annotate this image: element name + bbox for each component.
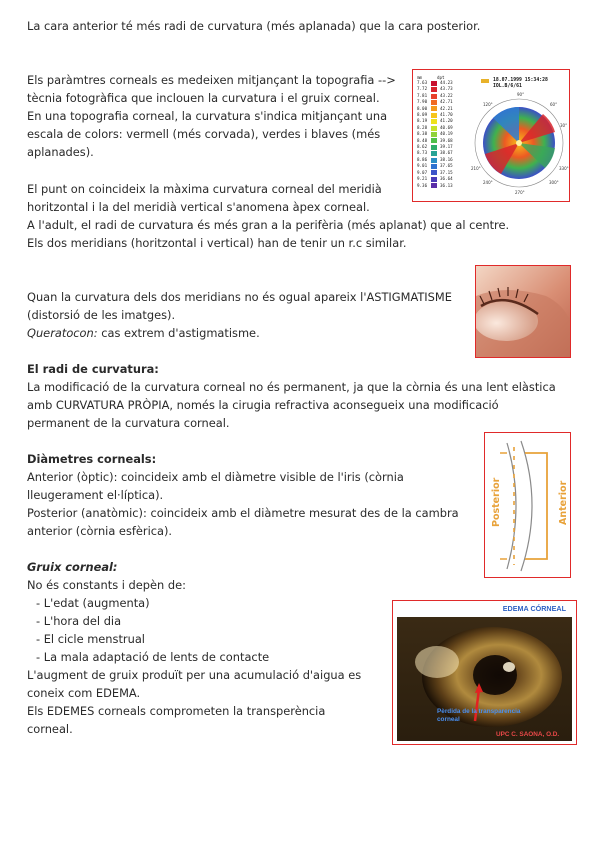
text-line: tècnia fotogràfica que inclouen la curvatura i el gruix corneal. xyxy=(27,91,380,105)
scale-color-swatch xyxy=(431,138,437,143)
corneal-apex xyxy=(516,140,522,146)
text-line: aplanades). xyxy=(27,145,94,159)
topography-map xyxy=(471,88,569,200)
exam-date: 18.07.1999 15:34:28 xyxy=(493,78,548,83)
scale-mm-value: 8.86 xyxy=(417,156,428,162)
text-line: La modificació de la curvatura corneal no és permanent, ja que la còrnia és una lent elàstica xyxy=(27,380,556,394)
scale-color-swatch xyxy=(431,94,437,99)
degree-label: 210° xyxy=(471,166,481,171)
scale-mm-value: 8.48 xyxy=(417,137,428,143)
scale-dpt-value: 37.65 xyxy=(440,163,453,169)
edema-title: EDEMA CÓRNEAL xyxy=(502,604,566,613)
scale-mm-value: 8.00 xyxy=(417,105,428,111)
list-item: - El cicle menstrual xyxy=(36,632,145,646)
scale-color-swatch xyxy=(431,81,437,86)
scale-mm-value: 9.01 xyxy=(417,163,428,169)
light-reflex xyxy=(415,646,459,678)
scale-dpt-value: 41.70 xyxy=(440,112,453,118)
scale-color-swatch xyxy=(431,100,437,105)
posterior-label: Posterior xyxy=(491,477,502,527)
cornea-diagram xyxy=(484,432,571,578)
degree-label: 30° xyxy=(560,123,568,128)
degree-label: 270° xyxy=(515,190,525,195)
edema-caption-line: corneal xyxy=(437,716,460,723)
scale-color-swatch xyxy=(431,132,437,137)
edema-photo xyxy=(397,617,572,741)
text-line: No és constants i depèn de: xyxy=(27,578,186,592)
scale-mm-value: 7.63 xyxy=(417,80,428,85)
degree-label: 330° xyxy=(559,166,569,171)
text-line: corneal. xyxy=(27,722,73,736)
scale-mm-value: 9.21 xyxy=(417,176,428,182)
scale-mm-value: 9.07 xyxy=(417,169,428,175)
scale-mm-value: 8.19 xyxy=(417,118,428,124)
header-marker xyxy=(481,79,489,83)
scale-color-swatch xyxy=(431,151,437,156)
diameters-heading: Diàmetres corneals: xyxy=(27,452,157,466)
degree-label: 240° xyxy=(483,180,493,185)
intro-sentence: La cara anterior té més radi de curvatura (més aplanada) que la cara posterior. xyxy=(27,19,481,33)
scale-dpt-value: 42.21 xyxy=(440,105,453,111)
text-line: A l'adult, el radi de curvatura és més gran a la perifèria (més aplanat) que al centre. xyxy=(27,218,510,232)
degree-label: 60° xyxy=(550,102,558,107)
text-line: Quan la curvatura dels dos meridians no és ogual apareix l'ASTIGMATISME xyxy=(27,290,452,304)
text-line: Els dos meridians (horitzontal i vertical) han de tenir un r.c similar. xyxy=(27,236,407,250)
thickness-heading: Gruix corneal: xyxy=(27,560,118,574)
keratoconus-text: cas extrem d'astigmatisme. xyxy=(97,326,260,340)
text-line: lleugerament el·líptica). xyxy=(27,488,164,502)
edema-caption-line: Pèrdida de la transparencia xyxy=(437,708,521,715)
scale-color-swatch xyxy=(431,170,437,175)
scale-dpt-value: 38.16 xyxy=(440,156,453,162)
scale-dpt-value: 44.23 xyxy=(440,80,453,85)
radius-heading: El radi de curvatura: xyxy=(27,362,159,376)
text-line: amb CURVATURA PRÒPIA, només la cirugia refractiva aconsegueix una modificació xyxy=(27,398,499,412)
scale-mm-value: 7.81 xyxy=(417,92,428,98)
posterior-surface xyxy=(507,443,516,569)
text-line: anterior (còrnia esfèrica). xyxy=(27,524,173,538)
text-line: Els paràmtres corneals es medeixen mitjançant la topografia --> xyxy=(27,73,396,87)
text-line: escala de colors: vermell (més corvada), verdes i blaves (més xyxy=(27,127,381,141)
scale-color-swatch xyxy=(431,164,437,169)
scale-color-swatch xyxy=(431,126,437,131)
anterior-label: Anterior xyxy=(558,480,569,525)
scale-mm-value: 8.28 xyxy=(417,124,428,130)
text-line: En una topografia corneal, la curvatura s'indica mitjançant una xyxy=(27,109,388,123)
scale-dpt-value: 39.68 xyxy=(440,137,453,143)
scale-color-swatch xyxy=(431,119,437,124)
text-line: coneix com EDEMA. xyxy=(27,686,141,700)
specular-highlight xyxy=(503,662,515,672)
scale-mm-value: 8.38 xyxy=(417,131,428,137)
topography-scale xyxy=(417,75,473,189)
list-item: - L'hora del dia xyxy=(36,614,122,628)
scale-mm-value: 8.09 xyxy=(417,112,428,118)
corneal-edema-figure xyxy=(392,600,577,745)
photo-credit: UPC C. SAONA, O.D. xyxy=(496,731,560,738)
scale-dpt-value: 38.67 xyxy=(440,150,453,156)
exam-id: IOL.B/6/61 xyxy=(493,84,522,89)
topography-figure xyxy=(412,69,570,202)
scale-dpt-value: 43.22 xyxy=(440,92,453,98)
scale-mm-value: 7.90 xyxy=(417,99,428,105)
eye-profile-photo xyxy=(475,265,571,358)
scale-color-swatch xyxy=(431,106,437,111)
scale-dpt-value: 40.69 xyxy=(440,124,453,130)
scale-dpt-value: 37.15 xyxy=(440,169,453,175)
list-item: - La mala adaptació de lents de contacte xyxy=(36,650,270,664)
scale-dpt-value: 39.17 xyxy=(440,144,453,150)
text-line: L'augment de gruix produït per una acumulació d'aigua es xyxy=(27,668,362,682)
scale-color-swatch xyxy=(431,183,437,188)
scale-dpt-value: 40.19 xyxy=(440,131,453,137)
scale-color-swatch xyxy=(431,87,437,92)
scale-mm-value: 8.62 xyxy=(417,144,428,150)
scale-color-swatch xyxy=(431,158,437,163)
cornea-diagram-svg xyxy=(485,433,571,578)
text-line: Anterior (òptic): coincideix amb el diàmetre visible de l'iris (còrnia xyxy=(27,470,404,484)
text-line: El punt on coincideix la màxima curvatura corneal del meridià xyxy=(27,182,382,196)
keratoconus-line xyxy=(27,324,260,342)
text-line: (distorsió de les imatges). xyxy=(27,308,176,322)
degree-label: 90° xyxy=(517,92,525,97)
scale-header-dpt: dpt xyxy=(437,75,445,80)
text-line: horitzontal i la del meridià vertical s'anomena àpex corneal. xyxy=(27,200,370,214)
keratoconus-term: Queratocon: xyxy=(27,326,98,340)
scale-dpt-value: 41.20 xyxy=(440,118,453,124)
scale-header-mm: mm xyxy=(417,75,423,80)
eye-profile-image xyxy=(476,266,571,358)
scale-dpt-value: 43.73 xyxy=(440,86,453,92)
scale-dpt-value: 36.64 xyxy=(440,176,453,182)
scale-row xyxy=(417,183,473,189)
scale-color-swatch xyxy=(431,113,437,118)
scale-color-swatch xyxy=(431,177,437,182)
degree-label: 120° xyxy=(483,102,493,107)
degree-label: 300° xyxy=(549,180,559,185)
scale-mm-value: 8.73 xyxy=(417,150,428,156)
anterior-surface xyxy=(521,441,532,571)
scale-mm-value: 9.36 xyxy=(417,182,428,188)
scale-dpt-value: 42.71 xyxy=(440,99,453,105)
text-line: Els EDEMES corneals comprometen la transperència xyxy=(27,704,326,718)
text-line: permanent de la curvatura corneal. xyxy=(27,416,230,430)
scale-color-swatch xyxy=(431,145,437,150)
list-item: - L'edat (augmenta) xyxy=(36,596,150,610)
scale-mm-value: 7.72 xyxy=(417,86,428,92)
text-line: Posterior (anatòmic): coincideix amb el diàmetre mesurat des de la cambra xyxy=(27,506,459,520)
scale-dpt-value: 36.13 xyxy=(440,182,453,188)
